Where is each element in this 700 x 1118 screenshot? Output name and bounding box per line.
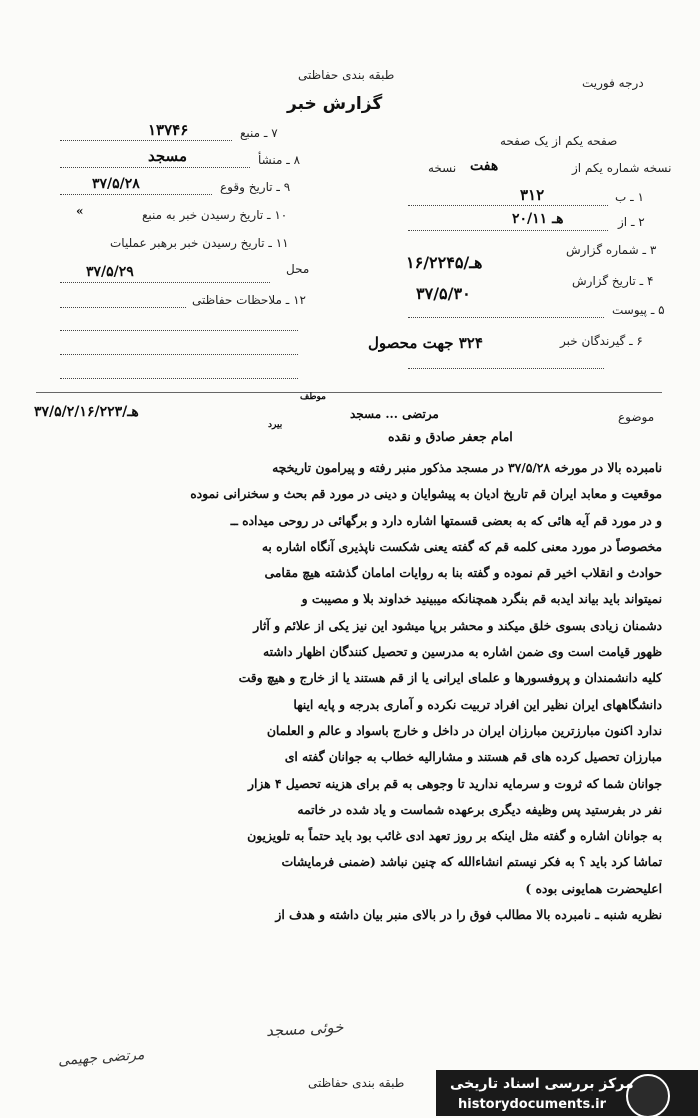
section-divider xyxy=(36,392,662,393)
body-line: نامبرده بالا در مورخه ۳۷/۵/۲۸ در مسجد مذکور منبر رفته و پیرامون تاریخچه xyxy=(272,460,662,475)
form-source-label: ۷ ـ منبع xyxy=(240,126,278,140)
watermark-title: مرکز بررسی اسناد تاریخی xyxy=(450,1076,634,1092)
dotted-line xyxy=(408,205,608,206)
subject-text: مرتضی ... مسجد xyxy=(350,407,439,421)
dotted-line xyxy=(60,354,298,355)
body-line: دشمنان زیادی بسوی خلق میکند و محشر برپا میشود این نیز یکی از علائم و آثار xyxy=(253,617,662,633)
form-from-value: ۲۰/۱۱ هـ xyxy=(512,211,564,227)
form-place-label: محل xyxy=(286,262,310,276)
report-date-label: ۴ ـ تاریخ گزارش xyxy=(572,274,654,288)
classification-label: طبقه بندی حفاظتی xyxy=(298,68,395,82)
subject-annotation: موطف xyxy=(300,392,326,402)
body-line: کلیه دانشمندان و پروفسورها و علمای ایرانی یا از قم هستند یا از خارج و هیچ وقت xyxy=(238,670,662,686)
dotted-line xyxy=(408,368,604,369)
report-number-value: ۱۶/هـ/۲۲۴۵ xyxy=(406,253,483,272)
subject-line-2: امام جعفر صادق و نقده xyxy=(388,429,513,444)
dotted-line xyxy=(60,282,270,283)
form-place-value: ۳۷/۵/۲۹ xyxy=(86,264,134,280)
report-number-label: ۳ ـ شماره گزارش xyxy=(566,243,657,257)
recipients-label: ۶ ـ گیرندگان خبر xyxy=(560,334,643,348)
body-line: نظریه شنبه ـ نامبرده بالا مطالب فوق را در بالای منبر بیان داشته و هدف از xyxy=(275,907,662,923)
dotted-line xyxy=(60,330,298,331)
dotted-line xyxy=(60,307,186,308)
body-line: موقعیت و معابد ایران قم تاریخ ادیان به پیشوایان و دینی در مورد قم بحث و سخنرانی نموده xyxy=(190,486,662,502)
page-count-line: صفحه یکم از یک صفحه xyxy=(500,134,618,148)
form-to-label: ۱ ـ ب xyxy=(615,190,644,204)
form-origin-value: مسجد xyxy=(148,147,187,165)
subject-reference: ۳۷/۵/۲/۱۶/هـ/۲۲۳ xyxy=(34,404,139,420)
form-ops-date-label: ۱۱ ـ تاریخ رسیدن خبر برهبر عملیات xyxy=(110,236,289,250)
report-date-value: ۳۷/۵/۳۰ xyxy=(416,284,471,303)
body-line: تماشا کرد باید ؟ به فکر نیستم انشاءالله که چنین نباشد (ضمنی فرمایشات xyxy=(281,854,662,870)
form-source-value: ۱۳۷۴۶ xyxy=(148,121,189,139)
body-line: ندارد اکنون مبارزترین مبارزان ایران در داخل و خارج باسواد و عالم و العلمان xyxy=(266,722,662,738)
dotted-line xyxy=(60,140,232,141)
body-line: اعلیحضرت همایونی بوده ) xyxy=(525,880,662,896)
body-line: دانشگاههای ایران نظیر این افراد تربیت نکرده و آماری بدرجه و پایه اینها xyxy=(293,696,662,712)
body-line: نمیتواند باید بیاند ایدبه قم بنگرد همچنانکه میبینید خداوند بلا و مصیبت و xyxy=(301,591,662,607)
form-event-date-label: ۹ ـ تاریخ وقوع xyxy=(220,180,291,194)
signature-left: مرتضی جهیمی xyxy=(57,1047,145,1069)
copy-number-suffix: نسخه xyxy=(428,161,457,175)
body-line: و در مورد قم آیه هائی که به بعضی قسمتها اشاره دارد و برگهائی در روحی میداده ــ xyxy=(230,512,662,528)
body-line: مخصوصاً در مورد معنی کلمه قم که گفته یعنی شکست ناپذیری آنگاه اشاره به xyxy=(261,538,662,554)
form-to-value: ۳۱۲ xyxy=(520,186,545,204)
dotted-line xyxy=(408,317,604,318)
copy-number-value: هفت xyxy=(470,158,499,174)
form-receipt-date-value: « xyxy=(76,204,84,218)
attachment-label: ۵ ـ پیوست xyxy=(612,303,665,317)
copy-number-prefix: نسخه شماره یکم از xyxy=(572,161,672,175)
watermark-url: historydocuments.ir xyxy=(458,1097,607,1112)
body-line: نفر در بفرستید پس وظیفه دیگری برعهده شماست و یاد شده در خاتمه xyxy=(297,801,662,817)
footer-classification-label: طبقه بندی حفاظتی xyxy=(308,1076,405,1090)
body-line: حوادث و انقلاب اخیر قم نموده و گفته بنا به روایات امامان گذشته هیچ مقامی xyxy=(264,565,662,581)
body-line: به جوانان اشاره و گفته مثل اینکه بر روز تعهد ادی غائب بود باید حتماً به تلویزیون xyxy=(247,828,662,844)
body-line: جوانان شما که ثروت و سرمایه ندارید تا وجوهی به قم برای هزینه تحصیل ۴ هزار xyxy=(248,775,662,791)
form-from-label: ۲ ـ از xyxy=(618,215,645,229)
body-line: مبارزان تحصیل کرده های قم هستند و مشارالیه خطاب به جوانان گفته ای xyxy=(284,749,662,765)
dotted-line xyxy=(408,230,608,231)
form-origin-label: ۸ ـ منشأ xyxy=(258,153,301,167)
recipients-value: ۳۲۴ جهت محصول xyxy=(368,334,483,352)
subject-annotation-2: بیرد xyxy=(268,420,283,430)
document-title: گزارش خبر xyxy=(287,94,383,114)
form-event-date-value: ۳۷/۵/۲۸ xyxy=(92,176,140,192)
dotted-line xyxy=(60,378,298,379)
subject-label: موضوع xyxy=(618,410,655,424)
report-body xyxy=(38,455,662,928)
form-security-notes-label: ۱۲ ـ ملاحظات حفاظتی xyxy=(192,293,306,307)
body-line: ظهور قیامت است وی ضمن اشاره به مدرسین و تحصیل کنندگان اظهار داشته xyxy=(262,644,662,660)
dotted-line xyxy=(60,194,212,195)
dotted-line xyxy=(60,167,250,168)
signature-center: خوئی مسجد xyxy=(265,1017,344,1041)
priority-label: درجه فوریت xyxy=(582,76,644,90)
form-receipt-date-label: ۱۰ ـ تاریخ رسیدن خبر به منبع xyxy=(142,208,288,222)
